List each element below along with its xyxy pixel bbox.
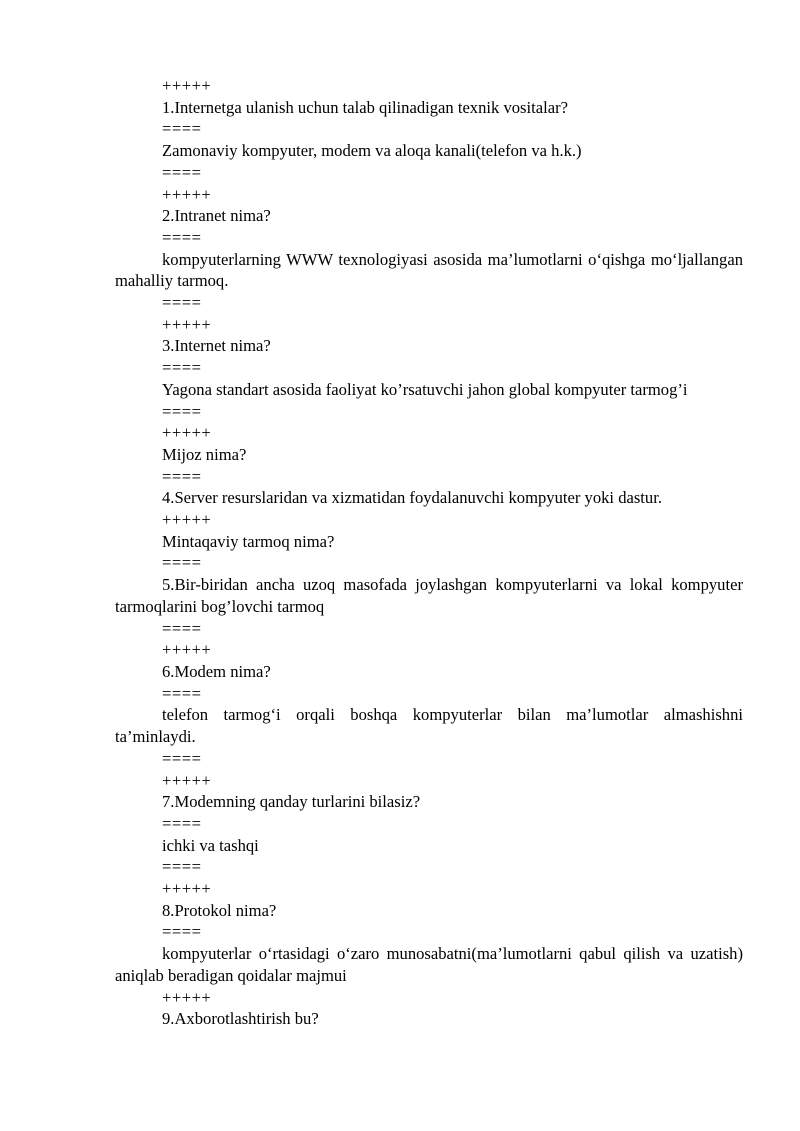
text-paragraph: 1.Internetga ulanish uchun talab qilinadigan texnik vositalar?	[162, 97, 568, 117]
text-paragraph: Mintaqaviy tarmoq nima?	[162, 531, 335, 551]
text-paragraph: 8.Protokol nima?	[162, 900, 277, 920]
text-paragraph: Zamonaviy kompyuter, modem va aloqa kanali(telefon va h.k.)	[162, 141, 582, 161]
separator-line: +++++	[162, 314, 212, 334]
separator-line: ====	[162, 358, 202, 378]
separator-line: ====	[162, 466, 202, 486]
text-paragraph: 3.Internet nima?	[162, 336, 271, 356]
text-paragraph: Mijoz nima?	[162, 444, 247, 464]
separator-line: +++++	[162, 987, 212, 1007]
text-paragraph: ichki va tashqi	[162, 835, 259, 855]
separator-line: ====	[162, 119, 202, 139]
separator-line: +++++	[162, 770, 212, 790]
separator-line: ====	[162, 293, 202, 313]
text-paragraph: 6.Modem nima?	[162, 661, 271, 681]
separator-line: +++++	[162, 76, 212, 95]
separator-line: ====	[162, 683, 202, 703]
text-paragraph: 2.Intranet nima?	[162, 206, 271, 226]
text-paragraph: 5.Bir-biridan ancha uzoq masofada joylashgan kompyuterlarni va lokal kompyuter tarmoqlarini bog’lovchi tarmoq	[115, 575, 743, 616]
text-paragraph: 9.Axborotlashtirish bu?	[162, 1009, 319, 1029]
text-paragraph: 7.Modemning qanday turlarini bilasiz?	[162, 792, 421, 812]
separator-line: ====	[162, 748, 202, 768]
separator-line: ====	[162, 227, 202, 247]
separator-line: ====	[162, 857, 202, 877]
separator-line: ====	[162, 401, 202, 421]
text-paragraph: telefon tarmog‘i orqali boshqa kompyuterlar bilan ma’lumotlar almashishni ta’minlaydi.	[115, 705, 743, 747]
text-paragraph: kompyuterlar o‘rtasidagi o‘zaro munosabatni(ma’lumotlarni qabul qilish va uzatish) aniqlab beradigan qoidalar majmui	[115, 944, 743, 985]
text-paragraph: Yagona standart asosida faoliyat ko’rsatuvchi jahon global kompyuter tarmog’i	[162, 379, 688, 399]
separator-line: +++++	[162, 640, 212, 660]
separator-line: ====	[162, 618, 202, 638]
document-body	[115, 75, 743, 1030]
text-paragraph: kompyuterlarning WWW texnologiyasi asosida ma’lumotlarni o‘qishga mo‘ljallangan mahalliy tarmoq.	[115, 249, 743, 291]
separator-line: +++++	[162, 184, 212, 204]
separator-line: +++++	[162, 879, 212, 899]
separator-line: +++++	[162, 423, 212, 443]
separator-line: ====	[162, 922, 202, 942]
text-paragraph: 4.Server resurslaridan va xizmatidan foydalanuvchi kompyuter yoki dastur.	[162, 488, 662, 508]
separator-line: +++++	[162, 510, 212, 530]
separator-line: ====	[162, 553, 202, 573]
separator-line: ====	[162, 162, 202, 182]
separator-line: ====	[162, 813, 202, 833]
